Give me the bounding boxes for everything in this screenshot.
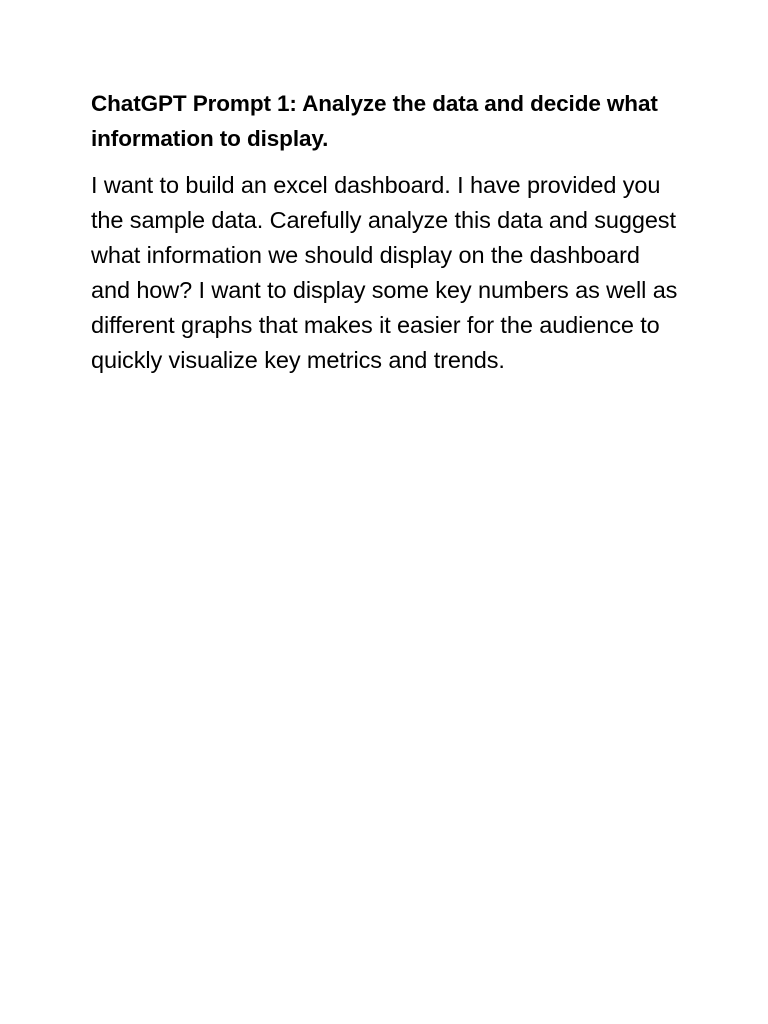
document-page: [91, 86, 681, 378]
prompt-paragraph: I want to build an excel dashboard. I have provided you the sample data. Carefully analyze this data and suggest what information we should display on the dashboard and how? I want to display some key numbers as well as different graphs that makes it easier for the audience to quickly visualize key metrics and trends.: [91, 172, 678, 373]
prompt-heading: ChatGPT Prompt 1: Analyze the data and decide what information to display.: [91, 91, 658, 151]
